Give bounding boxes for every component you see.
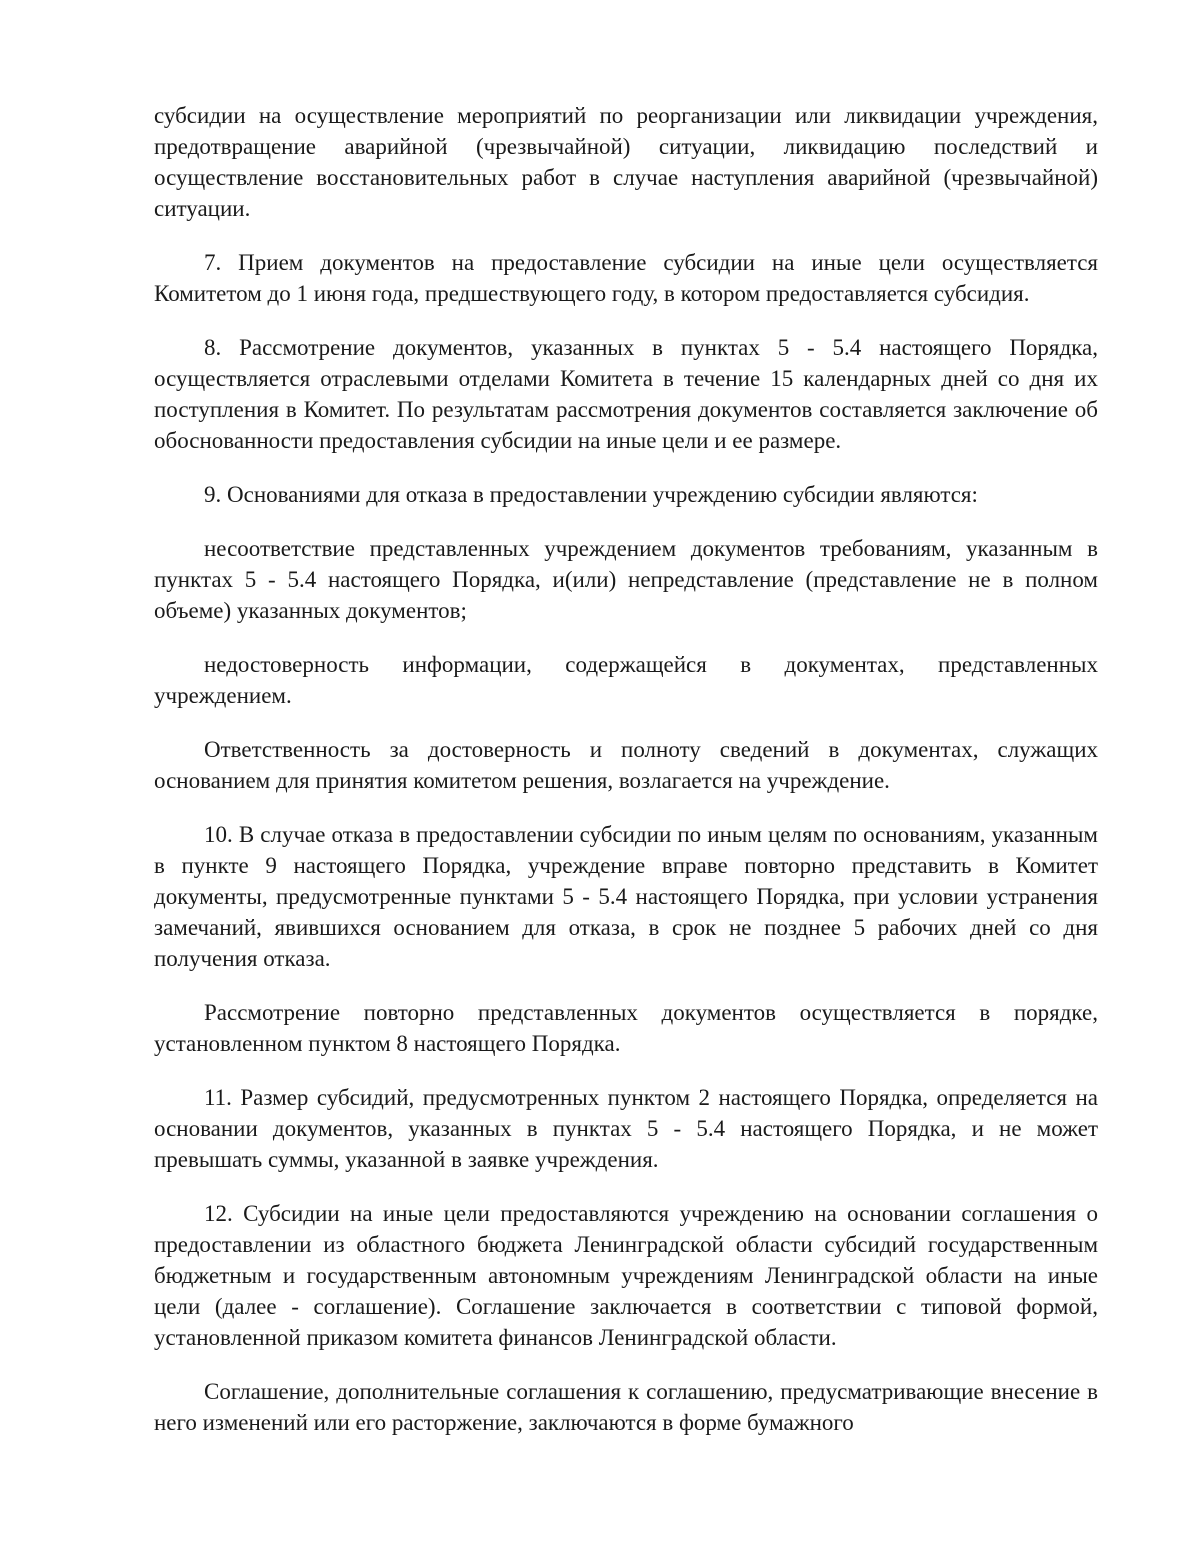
paragraph-item-8: 8. Рассмотрение документов, указанных в пунктах 5 - 5.4 настоящего Порядка, осуществляется отраслевыми отделами Комитета в течение 15 календарных дней со дня их поступления в Комитет. По результатам рассмотрения документов составляется заключение об обоснованности предоставления субсидии на иные цели и ее размере. [154,335,1098,453]
paragraph-item-10: 10. В случае отказа в предоставлении субсидии по иным целям по основаниям, указанным в пункте 9 настоящего Порядка, учреждение вправе повторно представить в Комитет документы, предусмотренные пунктами 5 - 5.4 настоящего Порядка, при условии устранения замечаний, явившихся основанием для отказа, в срок не позднее 5 рабочих дней со дня получения отказа. [154,822,1098,971]
paragraph-continuation: субсидии на осуществление мероприятий по реорганизации или ликвидации учреждения, предотвращение аварийной (чрезвычайной) ситуации, ликвидацию последствий и осуществление восстановительных работ в случае наступления аварийной (чрезвычайной) ситуации. [154,103,1098,221]
paragraph-refusal-reason-2: недостоверность информации, содержащейся в документах, представленных учреждением. [154,652,1098,708]
paragraph-item-9: 9. Основаниями для отказа в предоставлении учреждению субсидии являются: [204,482,978,507]
paragraph-item-11: 11. Размер субсидий, предусмотренных пунктом 2 настоящего Порядка, определяется на основании документов, указанных в пунктах 5 - 5.4 настоящего Порядка, и не может превышать суммы, указанной в заявке учреждения. [154,1085,1098,1172]
paragraph-agreement-form: Соглашение, дополнительные соглашения к соглашению, предусматривающие внесение в него изменений или его расторжение, заключаются в форме бумажного [154,1379,1098,1435]
paragraph-item-7: 7. Прием документов на предоставление субсидии на иные цели осуществляется Комитетом до 1 июня года, предшествующего году, в котором предоставляется субсидия. [154,250,1098,306]
paragraph-responsibility: Ответственность за достоверность и полноту сведений в документах, служащих основанием для принятия комитетом решения, возлагается на учреждение. [154,737,1098,793]
paragraph-refusal-reason-1: несоответствие представленных учреждением документов требованиям, указанным в пунктах 5 - 5.4 настоящего Порядка, и(или) непредставление (представление не в полном объеме) указанных документов; [154,536,1098,623]
paragraph-resubmission-review: Рассмотрение повторно представленных документов осуществляется в порядке, установленном пунктом 8 настоящего Порядка. [154,1000,1098,1056]
document-body [154,100,1098,1438]
paragraph-item-12: 12. Субсидии на иные цели предоставляются учреждению на основании соглашения о предоставлении из областного бюджета Ленинградской области субсидий государственным бюджетным и государственным автономным учреждениям Ленинградской области на иные цели (далее - соглашение). Соглашение заключается в соответствии с типовой формой, установленной приказом комитета финансов Ленинградской области. [154,1201,1098,1350]
